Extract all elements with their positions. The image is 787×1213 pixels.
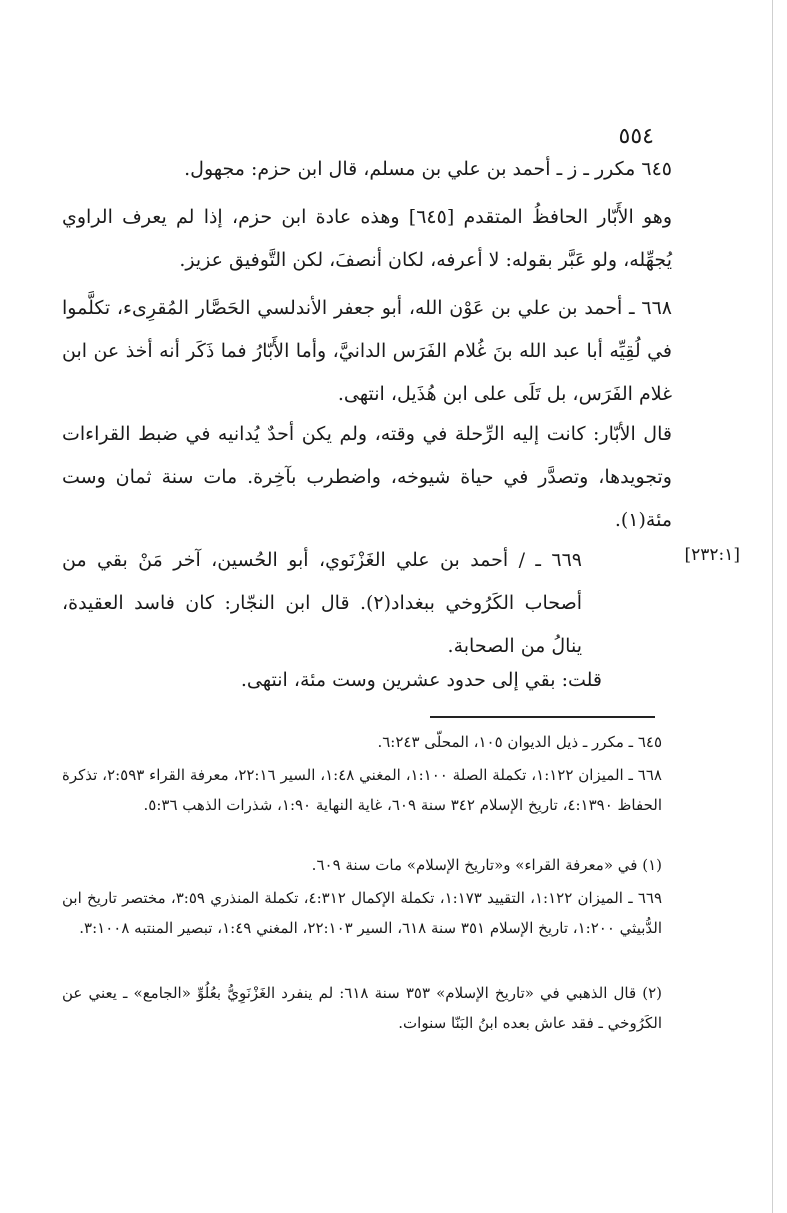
footnote-1: (١) في «معرفة القراء» و«تاريخ الإسلام» مات سنة ٦٠٩.	[311, 856, 662, 874]
footnote-668: ٦٦٨ ـ الميزان ١:١٢٢، تكملة الصلة ١:١٠٠، المغني ١:٤٨، السير ٢٢:١٦، معرفة القراء ٢:٥٩٣، تذكرة الحفاظ ٤:١٣٩٠، تاريخ الإسلام ٣٤٢ سنة ٦٠٩، غاية النهاية ١:٩٠، شذرات الذهب ٥:٣٦.	[62, 766, 662, 814]
page-edge-line	[772, 0, 773, 1213]
footnote-645: ٦٤٥ ـ مكرر ـ ذيل الديوان ١٠٥، المحلّى ٦:٢٤٣.	[377, 733, 662, 751]
footnote-separator	[430, 716, 655, 718]
page-number: ٥٥٤	[618, 124, 654, 149]
entry-645-comment: وهو الأَبّار الحافظُ المتقدم [٦٤٥] وهذه عادة ابن حزم، إذا لم يعرف الراوي يُجهِّله، ولو عَبَّر بقوله: لا أعرفه، لكان أنصفَ، لكن التَّوفيق عزيز.	[62, 206, 672, 271]
entry-669-comment: قلت: بقي إلى حدود عشرين وست مئة، انتهى.	[240, 669, 602, 691]
footnote-2: (٢) قال الذهبي في «تاريخ الإسلام» ٣٥٣ سنة ٦١٨: لم ينفرد الغَزْنَوِيُّ بعُلُوِّ «الجامع» ـ يعني عن الكَرُوخي ـ فقد عاش بعده ابنُ البَنّا سنوات.	[62, 984, 662, 1032]
footnote-669: ٦٦٩ ـ الميزان ١:١٢٢، التقييد ١:١٧٣، تكملة الإكمال ٤:٣١٢، تكملة المنذري ٣:٥٩، مختصر تاريخ ابن الدُّبيثي ١:٢٠٠، تاريخ الإسلام ٣٥١ سنة ٦١٨، السير ٢٢:١٠٣، المغني ١:٤٩، تبصير المنتبه ٣:١٠٠٨.	[62, 889, 663, 937]
entry-668-quote: قال الأبّار: كانت إليه الرِّحلة في وقته، ولم يكن أحدٌ يُدانيه في ضبط القراءات وتجويدها، وتصدَّر في حياة شيوخه، واضطرب بآخِرة. مات سنة ثمان وست مئة(١).	[62, 423, 672, 531]
margin-reference: [٢٣٢:١]	[684, 545, 740, 565]
entry-668: ٦٦٨ ـ أحمد بن علي بن عَوْن الله، أبو جعفر الأندلسي الحَصَّار المُقرِىء، تكلَّموا في لُقِيِّه أبا عبد الله بنَ غُلام الفَرَس الدانيَّ، وأما الأَبّارُ فما ذَكَر أنه أخذ عن ابن غلام الفَرَس، بل تَلَى على ابن هُذَيل، انتهى.	[62, 297, 672, 405]
entry-645-repeat: ٦٤٥ مكرر ـ ز ـ أحمد بن علي بن مسلم، قال ابن حزم: مجهول.	[184, 158, 672, 180]
entry-669: ٦٦٩ ـ / أحمد بن علي الغَزْنَوي، أبو الحُسين، آخر مَنْ بقي من أصحاب الكَرُوخي ببغداد(٢). قال ابن النجّار: كان فاسد العقيدة، ينالُ من الصحابة.	[62, 549, 582, 657]
